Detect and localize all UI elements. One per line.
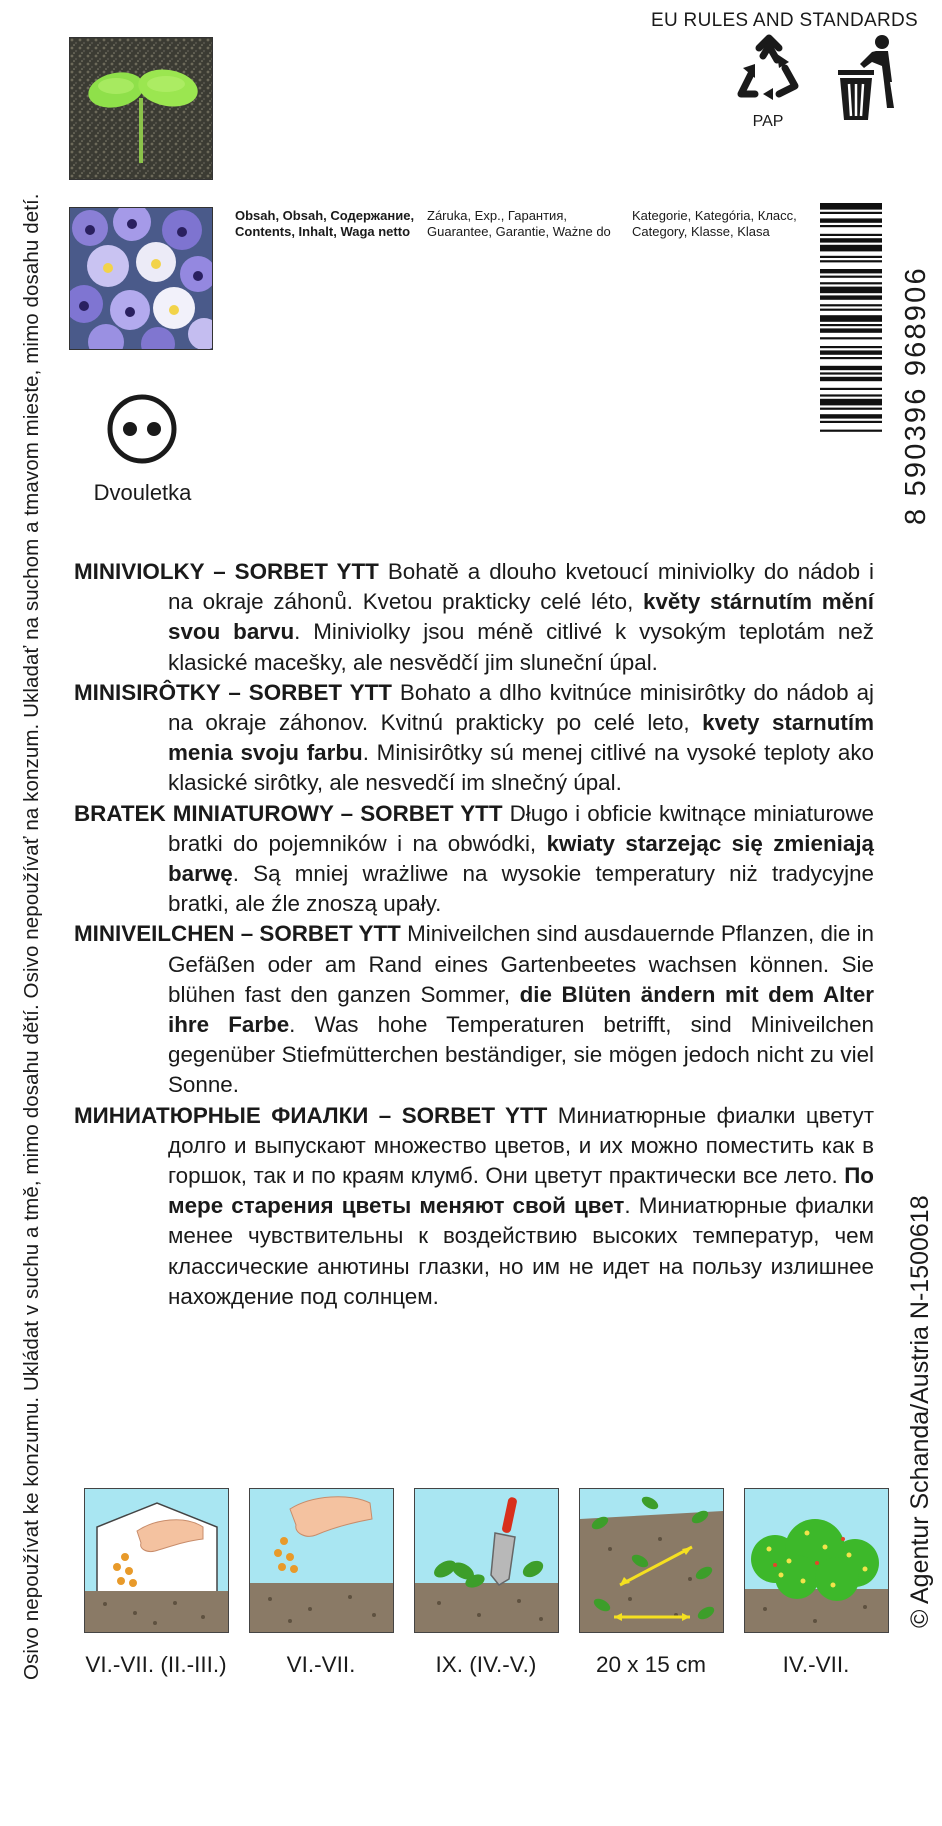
two-dots-icon xyxy=(106,393,178,465)
copyright-vertical: © Agentur Schanda/Austria N-1500618 xyxy=(906,1195,934,1628)
description-text: Długo i obficie kwitnące miniaturowe bratki do pojemników i na obwódki, xyxy=(168,800,874,856)
description-sk xyxy=(74,678,874,799)
category-info xyxy=(632,208,822,240)
category-label-line1: Kategorie, Kategória, Класс, xyxy=(632,208,797,223)
step-label-1: VI.-VII. (II.-III.) xyxy=(85,1652,227,1677)
description-text: . Minisirôtky sú menej citlivé na vysoké teploty ako klasické sirôtky, ale nesvedčí im slnečný úpal. xyxy=(168,740,874,796)
storage-instructions-vertical: Osivo nepoužívat ke konzumu. Ukládat v suchu a tmě, mimo dosahu dětí. Osivo nepoužívať na konzum. Ukladať na suchom a tmavom mieste, mimo dosahu detí. xyxy=(20,193,43,1680)
transplant-trowel-icon xyxy=(414,1488,559,1633)
spacing-icon xyxy=(579,1488,724,1633)
flowering-bush-icon xyxy=(744,1488,889,1633)
description-text: . Miniviolky jsou méně citlivé k vysokým teplotám než klasické macešky, ale nesvědčí jim sluneční úpal. xyxy=(168,619,874,675)
description-cz xyxy=(74,557,874,678)
contents-label-line2: Contents, Inhalt, Waga netto xyxy=(235,224,411,239)
barcode-bars xyxy=(820,203,882,503)
step-label-2: VI.-VII. xyxy=(286,1652,356,1677)
sowing-greenhouse-icon xyxy=(84,1488,229,1633)
seedling-photo xyxy=(69,37,213,180)
recycle-icon xyxy=(733,34,805,106)
description-text: Миниатюрные фиалки цветут долго и выпускают множество цветов, и их можно поместить как в горшок, так и по краям клумб. Они цветут практически все лето. xyxy=(168,1102,874,1189)
description-highlight: kwiaty starzejąc się zmieniają barwę xyxy=(168,830,874,887)
description-title: MINIVIOLKY – SORBET YTT xyxy=(74,559,379,584)
description-highlight: По мере старения цветы меняют свой цвет xyxy=(168,1163,874,1219)
pansy-flowers-photo xyxy=(69,207,213,350)
pap-label: PAP xyxy=(752,113,784,130)
barcode-number: 8 590396 968906 xyxy=(900,266,932,525)
step-label-5: IV.-VII. xyxy=(782,1652,850,1677)
description-highlight: kvety starnutím menia svoju farbu xyxy=(168,710,874,766)
description-ru xyxy=(74,1101,874,1312)
description-highlight: květy stárnutím mění svou barvu xyxy=(168,589,875,645)
description-text: Bohatě a dlouho kvetoucí miniviolky do nádob i na okraje záhonů. Kvetou prakticky celé léto, xyxy=(168,559,874,615)
sowing-outdoor-icon xyxy=(249,1488,394,1633)
contents-label-line1: Obsah, Obsah, Содержание, xyxy=(235,208,415,223)
guarantee-info xyxy=(427,208,627,240)
step-label-4: 20 x 15 cm xyxy=(595,1652,707,1677)
description-text: . Миниатюрные фиалки менее чувствительны к воздействию высоких температур, чем классические анютины глазки, но им не идет на пользу излишнее нахождение под солнцем. xyxy=(168,1193,874,1309)
description-pl xyxy=(74,799,874,920)
guarantee-label-line1: Záruka, Exp., Гарантия, xyxy=(427,208,567,223)
description-text: Bohato a dlho kvitnúce minisirôtky do nádob aj na okraje záhonov. Kvitnú prakticky po celé leto, xyxy=(168,679,874,736)
biennial-label: Dvouletka xyxy=(93,480,192,505)
description-text: . Was hohe Temperaturen betrifft, sind Miniveilchen gegenüber Stiefmütterchen beständiger, sie mögen jedoch nicht zu viel Sonne. xyxy=(168,1012,874,1098)
contents-info xyxy=(235,208,415,240)
eu-rules-heading: EU RULES AND STANDARDS xyxy=(650,10,918,31)
barcode xyxy=(820,203,882,503)
description-de xyxy=(74,919,874,1100)
description-title: BRATEK MINIATUROWY – SORBET YTT xyxy=(74,800,503,826)
description-highlight: die Blüten ändern mit dem Alter ihre Farbe xyxy=(168,981,874,1038)
step-label-3: IX. (IV.-V.) xyxy=(435,1652,537,1677)
category-label-line2: Category, Klasse, Klasa xyxy=(632,224,770,239)
person-trash-icon xyxy=(832,32,902,122)
description-title: MINISIRÔTKY – SORBET YTT xyxy=(74,679,392,705)
product-descriptions xyxy=(74,557,874,1312)
guarantee-label-line2: Guarantee, Garantie, Ważne do xyxy=(427,224,611,239)
description-title: MINIVEILCHEN – SORBET YTT xyxy=(74,921,401,947)
description-text: Miniveilchen sind ausdauernde Pflanzen, die in Gefäßen oder am Rand eines Gartenbeetes wachsen können. Sie blühen fast den ganzen Sommer, xyxy=(168,921,874,1007)
description-title: МИНИАТЮРНЫЕ ФИАЛКИ – SORBET YTT xyxy=(74,1102,548,1128)
description-text: . Są mniej wrażliwe na wysokie temperatury niż tradycyjne bratki, ale źle znoszą upały. xyxy=(168,861,874,917)
